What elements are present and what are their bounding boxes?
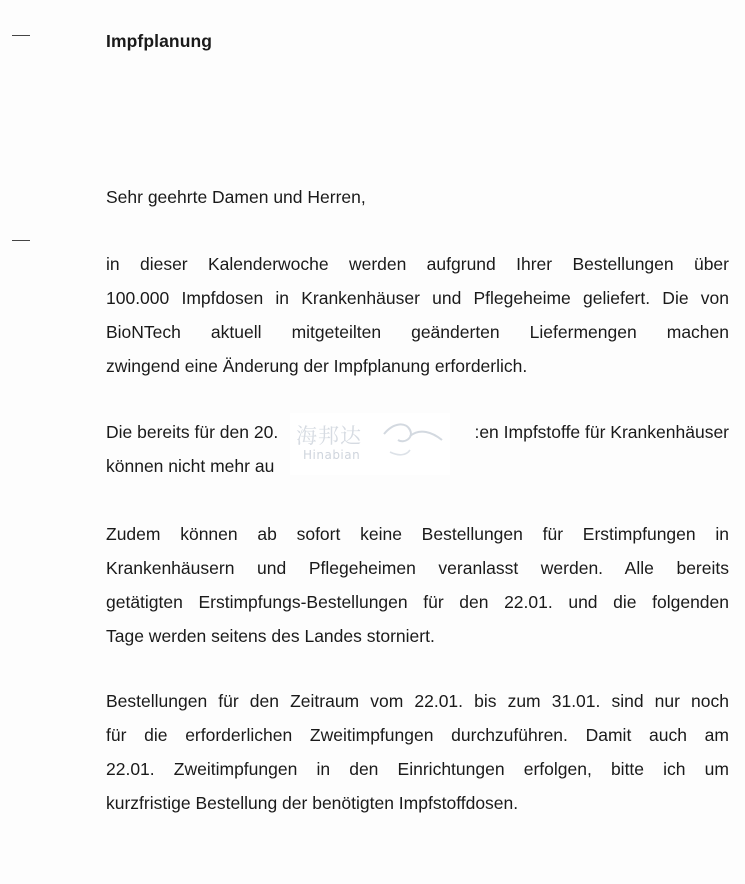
paragraph-line: können nicht mehr au (106, 456, 275, 476)
watermark-logo-text: 海邦达 (296, 424, 362, 448)
watermark-swirl-icon (380, 418, 450, 462)
paragraph-cancellations (106, 517, 729, 653)
paragraph-line: 22.01. Zweitimpfungen in den Einrichtungen erfolgen, bitte ich um (106, 759, 729, 779)
paragraph-line: Zudem können ab sofort keine Bestellungen für Erstimpfungen in (106, 524, 729, 544)
paragraph-line: 100.000 Impfdosen in Krankenhäuser und Pflegeheime geliefert. Die von (106, 288, 729, 308)
paragraph-line: Tage werden seitens des Landes storniert. (106, 626, 435, 646)
paragraph-delivery-notice (106, 247, 729, 383)
watermark-logo-latin: Hinabian (303, 448, 361, 462)
salutation: Sehr geehrte Damen und Herren, (106, 187, 366, 207)
paragraph-line: Krankenhäusern und Pflegeheimen veranlasst werden. Alle bereits (106, 558, 729, 578)
fold-mark-top (12, 35, 30, 36)
paragraph-line: für die erforderlichen Zweitimpfungen durchzuführen. Damit auch am (106, 725, 729, 745)
paragraph-second-doses (106, 684, 729, 820)
document-heading: Impfplanung (106, 31, 213, 51)
paragraph-line: getätigten Erstimpfungs-Bestellungen für den 22.01. und die folgenden (106, 592, 729, 612)
paragraph-line: kurzfristige Bestellung der benötigten Impfstoffdosen. (106, 793, 519, 813)
paragraph-line: BioNTech aktuell mitgeteilten geänderten Liefermengen machen (106, 322, 729, 342)
paragraph-line: Die bereits für den 20. (106, 422, 279, 442)
paragraph-line: Bestellungen für den Zeitraum vom 22.01. bis zum 31.01. sind nur noch (106, 691, 729, 711)
fold-mark-middle (12, 240, 30, 241)
paragraph-line: in dieser Kalenderwoche werden aufgrund Ihrer Bestellungen über (106, 254, 729, 274)
paragraph-line: :en Impfstoffe für Krankenhäuser (474, 422, 729, 442)
paragraph-line: zwingend eine Änderung der Impfplanung erforderlich. (106, 356, 528, 376)
